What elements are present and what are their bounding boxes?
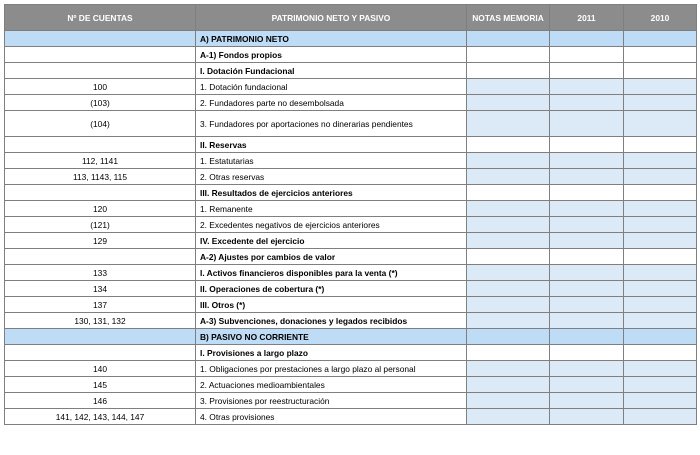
notes-cell[interactable]: [467, 137, 550, 153]
notes-cell[interactable]: [467, 47, 550, 63]
value-2010-cell[interactable]: [624, 409, 697, 425]
table-row: [5, 281, 697, 297]
notes-cell[interactable]: [467, 345, 550, 361]
value-2011-cell[interactable]: [550, 313, 624, 329]
table-row: [5, 95, 697, 111]
value-2011-cell[interactable]: [550, 63, 624, 79]
value-2010-cell[interactable]: [624, 153, 697, 169]
value-2010-cell[interactable]: [624, 79, 697, 95]
table-row: [5, 377, 697, 393]
value-2011-cell[interactable]: [550, 79, 624, 95]
value-2010-cell[interactable]: [624, 297, 697, 313]
header-concept: PATRIMONIO NETO Y PASIVO: [196, 5, 467, 31]
table-row: [5, 265, 697, 281]
value-2010-cell[interactable]: [624, 329, 697, 345]
table-row: [5, 153, 697, 169]
notes-cell[interactable]: [467, 281, 550, 297]
value-2011-cell[interactable]: [550, 345, 624, 361]
account-code: (103): [5, 95, 196, 111]
line-item-label: I. Activos financieros disponibles para la venta (*): [196, 265, 467, 281]
notes-cell[interactable]: [467, 153, 550, 169]
table-row: [5, 47, 697, 63]
value-2011-cell[interactable]: [550, 281, 624, 297]
line-item-label: IV. Excedente del ejercicio: [196, 233, 467, 249]
value-2010-cell[interactable]: [624, 249, 697, 265]
account-code: [5, 329, 196, 345]
header-notes: NOTAS MEMORIA: [467, 5, 550, 31]
notes-cell[interactable]: [467, 31, 550, 47]
notes-cell[interactable]: [467, 313, 550, 329]
line-item-label: A-1) Fondos propios: [196, 47, 467, 63]
notes-cell[interactable]: [467, 409, 550, 425]
value-2011-cell[interactable]: [550, 153, 624, 169]
value-2011-cell[interactable]: [550, 169, 624, 185]
line-item-label: 2. Otras reservas: [196, 169, 467, 185]
line-item-label: 2. Actuaciones medioambientales: [196, 377, 467, 393]
value-2011-cell[interactable]: [550, 329, 624, 345]
notes-cell[interactable]: [467, 111, 550, 137]
value-2011-cell[interactable]: [550, 47, 624, 63]
value-2010-cell[interactable]: [624, 169, 697, 185]
notes-cell[interactable]: [467, 201, 550, 217]
header-year-2011: 2011: [550, 5, 624, 31]
table-row: [5, 201, 697, 217]
value-2011-cell[interactable]: [550, 137, 624, 153]
table-row: [5, 361, 697, 377]
line-item-label: I. Provisiones a largo plazo: [196, 345, 467, 361]
value-2010-cell[interactable]: [624, 361, 697, 377]
account-code: 137: [5, 297, 196, 313]
account-code: [5, 345, 196, 361]
value-2010-cell[interactable]: [624, 393, 697, 409]
line-item-label: 3. Provisiones por reestructuración: [196, 393, 467, 409]
value-2010-cell[interactable]: [624, 31, 697, 47]
value-2011-cell[interactable]: [550, 185, 624, 201]
account-code: 112, 1141: [5, 153, 196, 169]
table-row: [5, 217, 697, 233]
value-2010-cell[interactable]: [624, 111, 697, 137]
value-2011-cell[interactable]: [550, 297, 624, 313]
line-item-label: A-3) Subvenciones, donaciones y legados recibidos: [196, 313, 467, 329]
value-2010-cell[interactable]: [624, 47, 697, 63]
notes-cell[interactable]: [467, 249, 550, 265]
notes-cell[interactable]: [467, 377, 550, 393]
header-row: [5, 5, 697, 31]
value-2010-cell[interactable]: [624, 281, 697, 297]
notes-cell[interactable]: [467, 233, 550, 249]
value-2011-cell[interactable]: [550, 31, 624, 47]
header-year-2010: 2010: [624, 5, 697, 31]
table-row: [5, 169, 697, 185]
line-item-label: B) PASIVO NO CORRIENTE: [196, 329, 467, 345]
account-code: (104): [5, 111, 196, 137]
value-2011-cell[interactable]: [550, 249, 624, 265]
value-2011-cell[interactable]: [550, 233, 624, 249]
notes-cell[interactable]: [467, 393, 550, 409]
section-row: [5, 31, 697, 47]
value-2011-cell[interactable]: [550, 393, 624, 409]
line-item-label: 2. Excedentes negativos de ejercicios anteriores: [196, 217, 467, 233]
table-row: [5, 393, 697, 409]
account-code: 134: [5, 281, 196, 297]
account-code: 146: [5, 393, 196, 409]
value-2010-cell[interactable]: [624, 217, 697, 233]
line-item-label: A-2) Ajustes por cambios de valor: [196, 249, 467, 265]
line-item-label: 2. Fundadores parte no desembolsada: [196, 95, 467, 111]
notes-cell[interactable]: [467, 79, 550, 95]
account-code: 145: [5, 377, 196, 393]
account-code: 129: [5, 233, 196, 249]
notes-cell[interactable]: [467, 329, 550, 345]
notes-cell[interactable]: [467, 361, 550, 377]
value-2010-cell[interactable]: [624, 95, 697, 111]
account-code: 120: [5, 201, 196, 217]
header-accounts: Nº DE CUENTAS: [5, 5, 196, 31]
account-code: [5, 185, 196, 201]
table-body: [5, 31, 697, 425]
line-item-label: A) PATRIMONIO NETO: [196, 31, 467, 47]
notes-cell[interactable]: [467, 297, 550, 313]
account-code: 141, 142, 143, 144, 147: [5, 409, 196, 425]
notes-cell[interactable]: [467, 169, 550, 185]
table-row: [5, 313, 697, 329]
value-2011-cell[interactable]: [550, 217, 624, 233]
notes-cell[interactable]: [467, 95, 550, 111]
table-row: [5, 63, 697, 79]
table-row: [5, 111, 697, 137]
table-row: [5, 345, 697, 361]
table-row: [5, 79, 697, 95]
notes-cell[interactable]: [467, 217, 550, 233]
table-row: [5, 249, 697, 265]
value-2010-cell[interactable]: [624, 265, 697, 281]
line-item-label: III. Resultados de ejercicios anteriores: [196, 185, 467, 201]
value-2011-cell[interactable]: [550, 361, 624, 377]
line-item-label: 4. Otras provisiones: [196, 409, 467, 425]
value-2010-cell[interactable]: [624, 63, 697, 79]
value-2011-cell[interactable]: [550, 111, 624, 137]
value-2011-cell[interactable]: [550, 409, 624, 425]
value-2010-cell[interactable]: [624, 201, 697, 217]
value-2011-cell[interactable]: [550, 95, 624, 111]
value-2010-cell[interactable]: [624, 185, 697, 201]
value-2011-cell[interactable]: [550, 377, 624, 393]
value-2010-cell[interactable]: [624, 377, 697, 393]
account-code: 100: [5, 79, 196, 95]
account-code: [5, 63, 196, 79]
table-row: [5, 137, 697, 153]
account-code: 140: [5, 361, 196, 377]
balance-sheet-table: [4, 4, 697, 425]
value-2010-cell[interactable]: [624, 233, 697, 249]
line-item-label: 3. Fundadores por aportaciones no dinerarias pendientes: [196, 111, 467, 137]
account-code: 133: [5, 265, 196, 281]
line-item-label: II. Operaciones de cobertura (*): [196, 281, 467, 297]
value-2010-cell[interactable]: [624, 137, 697, 153]
table-row: [5, 297, 697, 313]
account-code: [5, 137, 196, 153]
value-2011-cell[interactable]: [550, 265, 624, 281]
notes-cell[interactable]: [467, 185, 550, 201]
notes-cell[interactable]: [467, 63, 550, 79]
value-2010-cell[interactable]: [624, 313, 697, 329]
table-row: [5, 409, 697, 425]
line-item-label: 1. Dotación fundacional: [196, 79, 467, 95]
account-code: 113, 1143, 115: [5, 169, 196, 185]
account-code: [5, 31, 196, 47]
line-item-label: I. Dotación Fundacional: [196, 63, 467, 79]
account-code: (121): [5, 217, 196, 233]
table-row: [5, 233, 697, 249]
line-item-label: II. Reservas: [196, 137, 467, 153]
line-item-label: 1. Estatutarias: [196, 153, 467, 169]
table-row: [5, 185, 697, 201]
section-row: [5, 329, 697, 345]
line-item-label: III. Otros (*): [196, 297, 467, 313]
value-2011-cell[interactable]: [550, 201, 624, 217]
line-item-label: 1. Obligaciones por prestaciones a largo plazo al personal: [196, 361, 467, 377]
notes-cell[interactable]: [467, 265, 550, 281]
table-header: [5, 5, 697, 31]
account-code: 130, 131, 132: [5, 313, 196, 329]
value-2010-cell[interactable]: [624, 345, 697, 361]
account-code: [5, 249, 196, 265]
line-item-label: 1. Remanente: [196, 201, 467, 217]
account-code: [5, 47, 196, 63]
